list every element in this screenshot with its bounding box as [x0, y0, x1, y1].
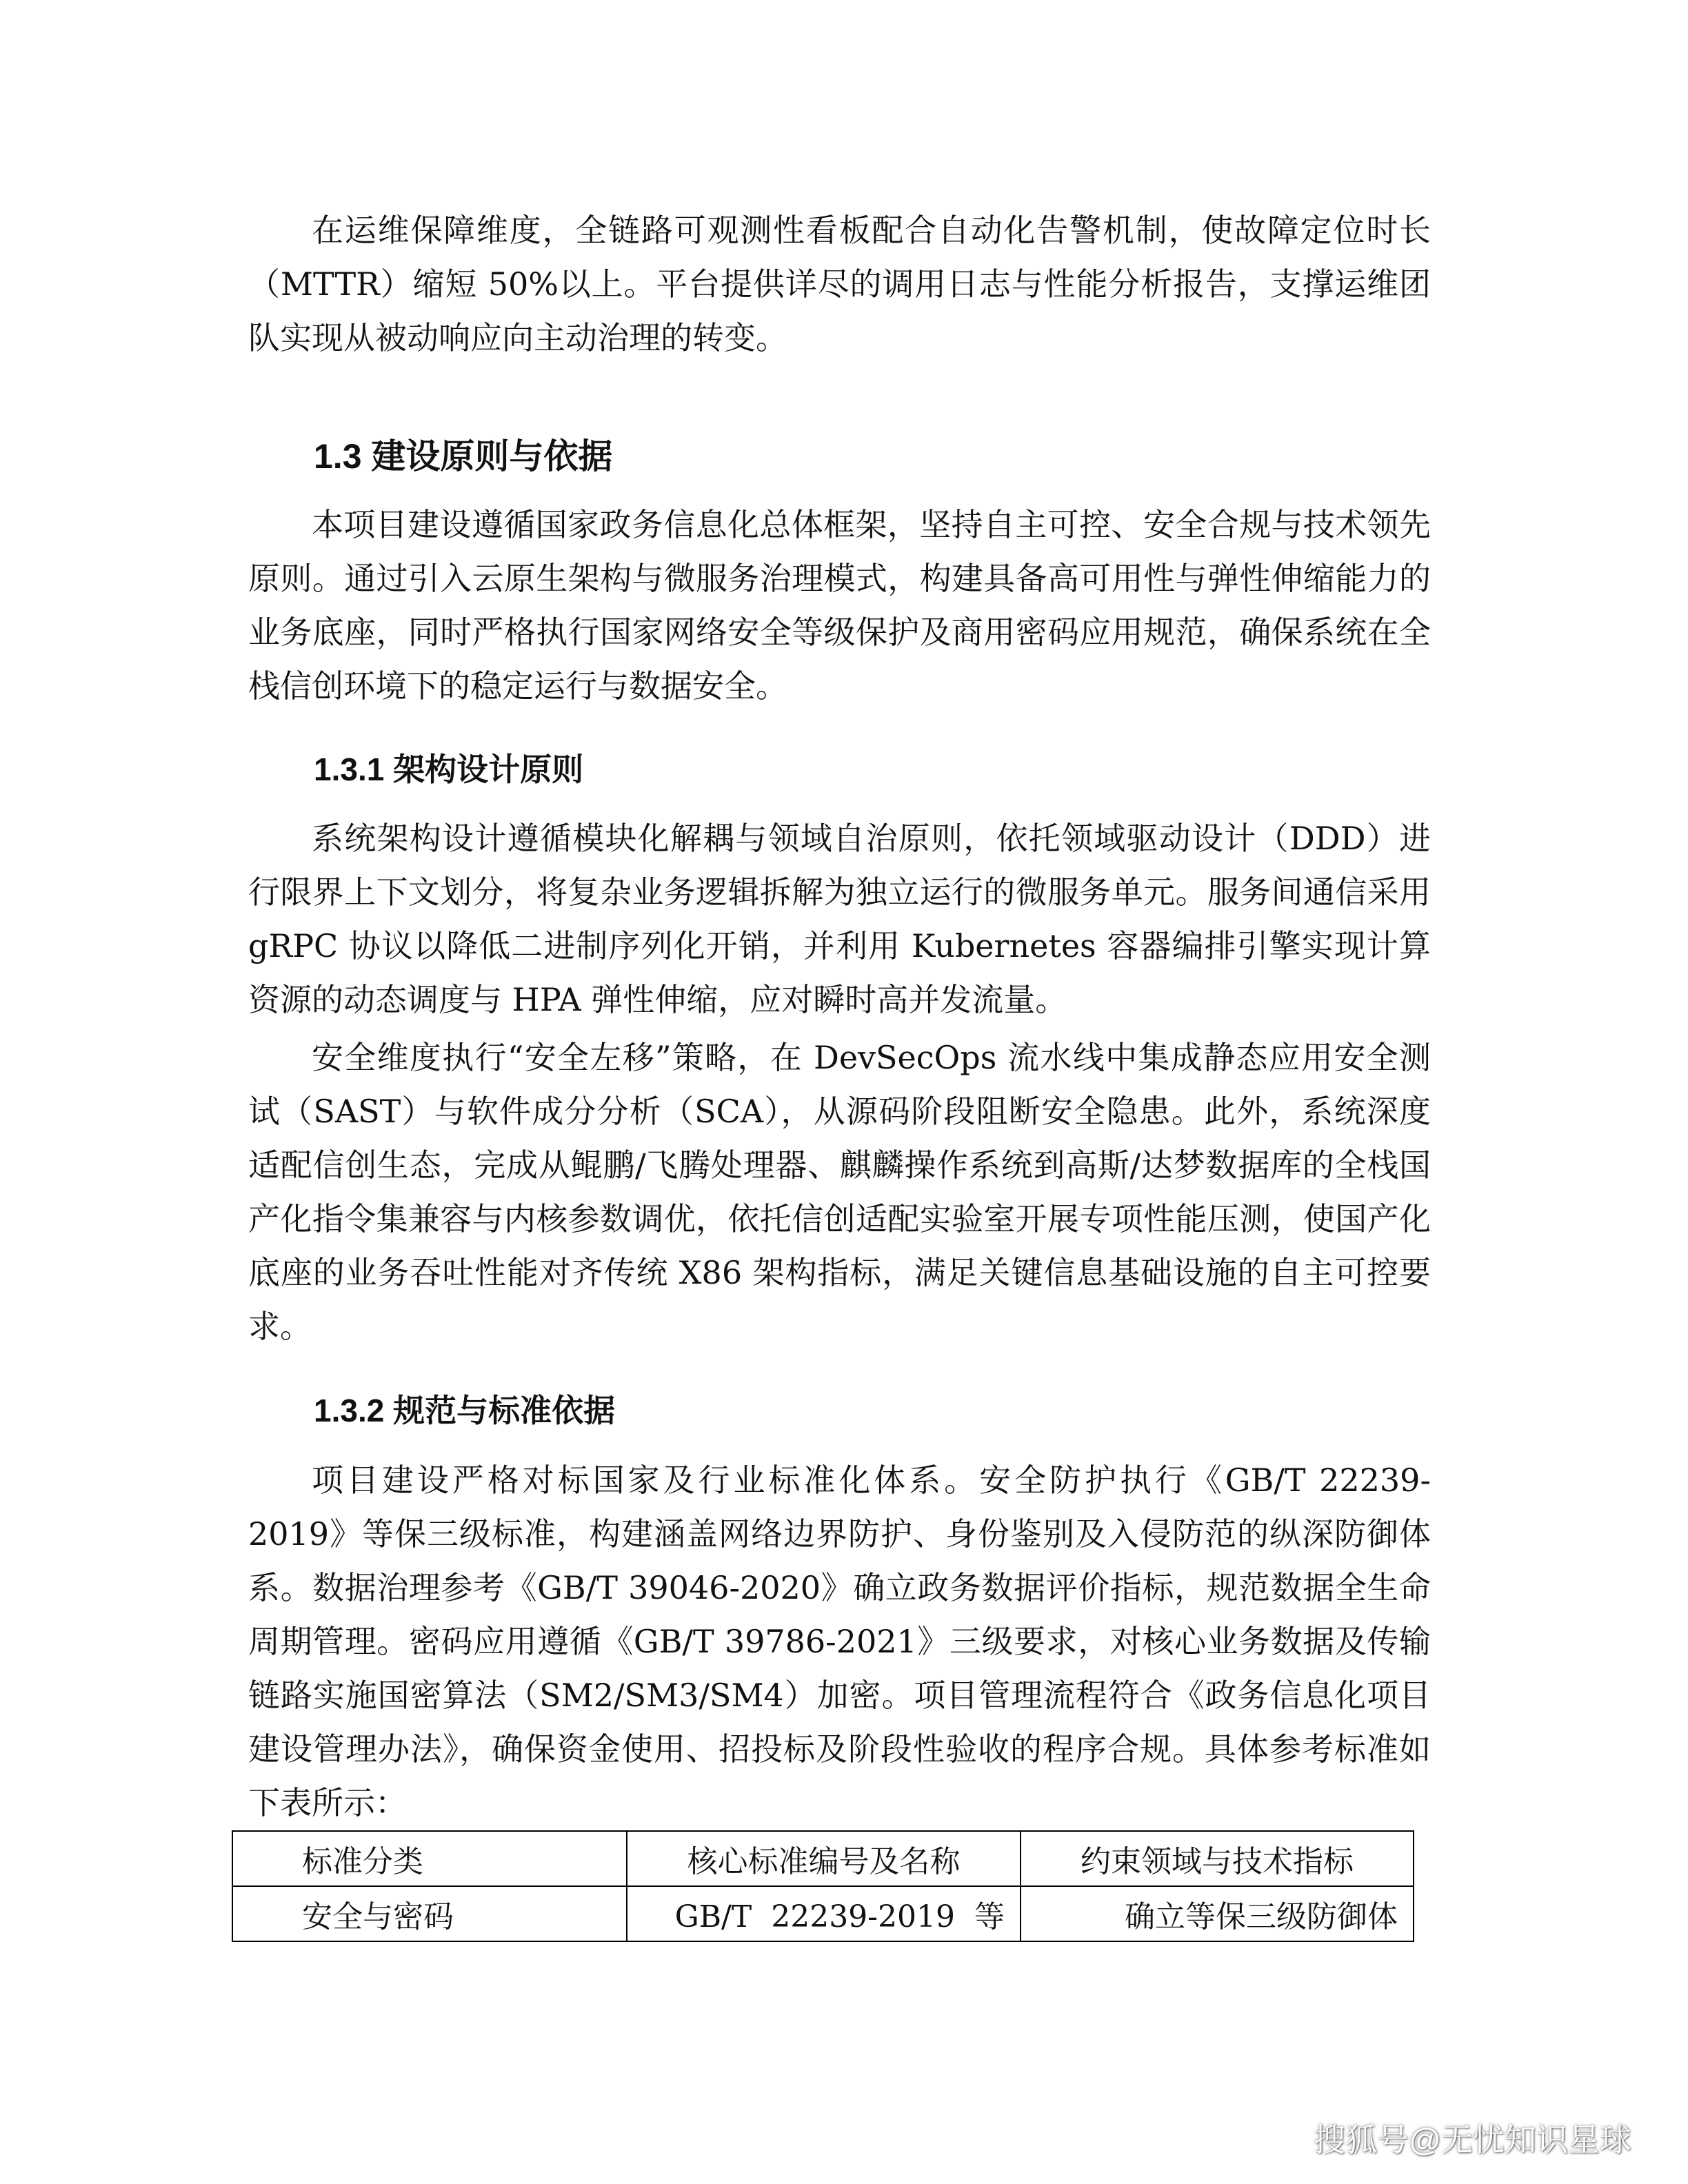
- standards-table: [232, 1830, 1414, 1942]
- table-header-cell: 标准分类: [232, 1831, 627, 1886]
- table-row: [232, 1886, 1414, 1941]
- table-cell: 确立等保三级防御体: [1021, 1886, 1414, 1941]
- table-header-cell: 约束领域与技术指标: [1021, 1831, 1414, 1886]
- table-header-row: [232, 1831, 1414, 1886]
- watermark: 搜狐号@无忧知识星球: [1314, 2122, 1631, 2158]
- heading-1-3: 1.3 建设原则与依据: [314, 437, 613, 476]
- paragraph-ops: 在运维保障维度，全链路可观测性看板配合自动化告警机制，使故障定位时长（MTTR）缩短 50%以上。平台提供详尽的调用日志与性能分析报告，支撑运维团队实现从被动响应向主动治理的转变。: [248, 212, 1431, 356]
- paragraph-principles-intro: 本项目建设遵循国家政务信息化总体框架，坚持自主可控、安全合规与技术领先原则。通过引入云原生架构与微服务治理模式，构建具备高可用性与弹性伸缩能力的业务底座，同时严格执行国家网络安全等级保护及商用密码应用规范，确保系统在全栈信创环境下的稳定运行与数据安全。: [248, 506, 1431, 705]
- paragraph-standards: 项目建设严格对标国家及行业标准化体系。安全防护执行《GB/T 22239-2019》等保三级标准，构建涵盖网络边界防护、身份鉴别及入侵防范的纵深防御体系。数据治理参考《GB/T 39046-2020》确立政务数据评价指标，规范数据全生命周期管理。密码应用遵循《GB/T 39786-2021》三级要求，对核心业务数据及传输链路实施国密算法（SM2/SM3/SM4）加密。项目管理流程符合《政务信息化项目建设管理办法》，确保资金使用、招投标及阶段性验收的程序合规。具体参考标准如下表所示：: [248, 1462, 1431, 1821]
- heading-1-3-2: 1.3.2 规范与标准依据: [314, 1393, 616, 1428]
- table-cell: 安全与密码: [232, 1886, 627, 1941]
- paragraph-arch-2: 安全维度执行“安全左移”策略，在 DevSecOps 流水线中集成静态应用安全测试（SAST）与软件成分分析（SCA），从源码阶段阻断安全隐患。此外，系统深度适配信创生态，完成从鲲鹏/飞腾处理器、麒麟操作系统到高斯/达梦数据库的全栈国产化指令集兼容与内核参数调优，依托信创适配实验室开展专项性能压测，使国产化底座的业务吞吐性能对齐传统 X86 架构指标，满足关键信息基础设施的自主可控要求。: [248, 1039, 1431, 1345]
- table-header-cell: 核心标准编号及名称: [627, 1831, 1021, 1886]
- heading-1-3-1: 1.3.1 架构设计原则: [314, 751, 584, 787]
- paragraph-arch-1: 系统架构设计遵循模块化解耦与领域自治原则，依托领域驱动设计（DDD）进行限界上下文划分，将复杂业务逻辑拆解为独立运行的微服务单元。服务间通信采用 gRPC 协议以降低二进制序列化开销，并利用 Kubernetes 容器编排引擎实现计算资源的动态调度与 HPA 弹性伸缩，应对瞬时高并发流量。: [248, 820, 1431, 1018]
- table-cell: GB/T 22239-2019 等: [627, 1886, 1021, 1941]
